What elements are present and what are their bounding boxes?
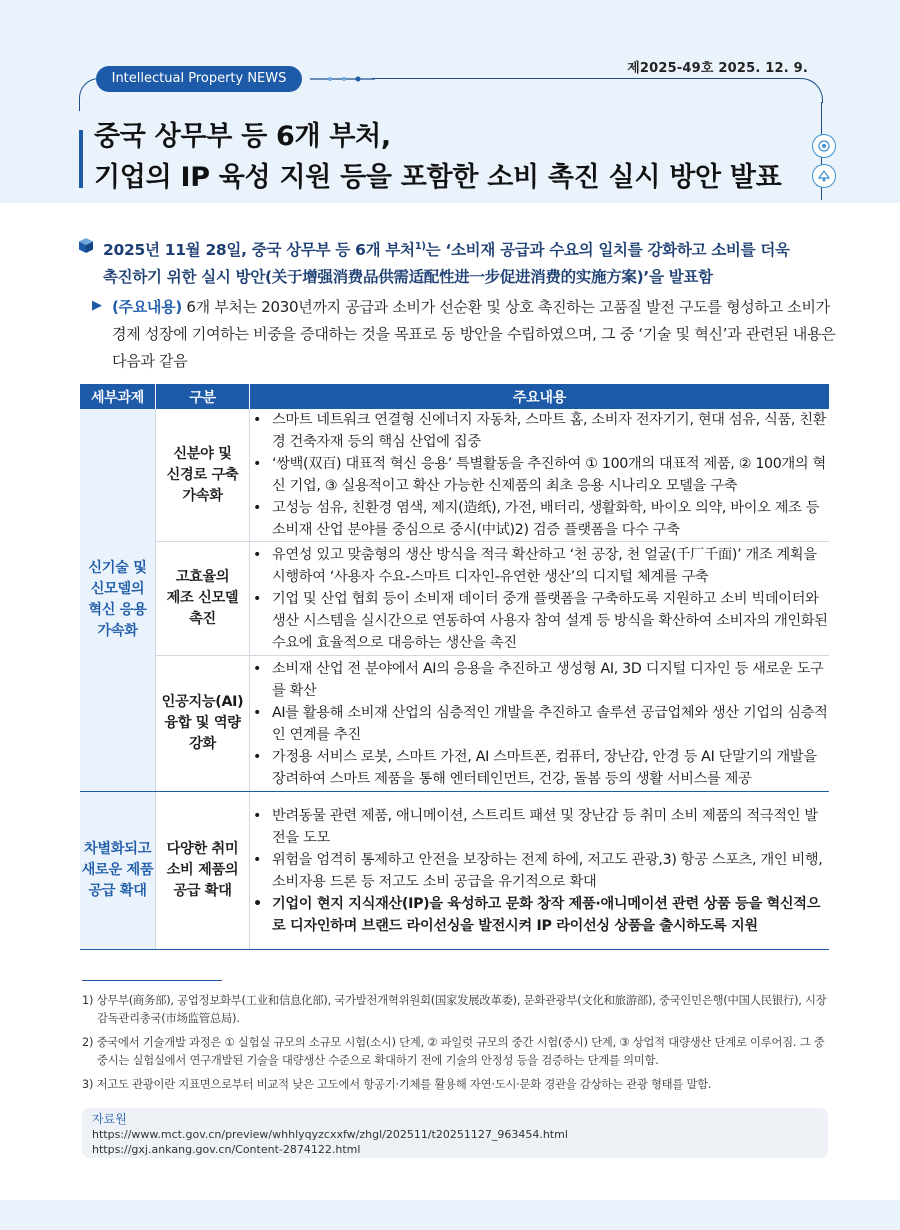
category-line: 소비 제품의 (166, 862, 239, 878)
lead-text (103, 233, 838, 291)
summary-paragraph (92, 294, 837, 375)
category-line: 다양한 취미 (166, 841, 239, 857)
category-line: 융합 및 역량 (164, 715, 241, 731)
task-line: 신모델의 (90, 581, 145, 597)
list-item: • 스마트 네트워크 연결형 신에너지 자동차, 스마트 홈, 소비자 전자기기, 현대 섬유, 식품, 친환경 건축자재 등의 핵심 산업에 집중 (250, 409, 829, 453)
footnote-item: 3) 저고도 관광이란 지표면으로부터 비교적 낮은 고도에서 항공기·기체를 활용해 자연·도시·문화 경관을 감상하는 관광 형태를 말함. (82, 1078, 712, 1091)
category-line: 가속화 (182, 487, 223, 504)
list-item: • 위험을 엄격히 통제하고 안전을 보장하는 전제 하에, 저고도 관광,3) 항공 스포츠, 개인 비행, 소비자용 드론 등 저고도 소비 공급을 유기적으로 확대 (250, 849, 829, 893)
source-box (82, 1108, 828, 1158)
table-row (80, 792, 829, 950)
lead-line-2: 촉진하기 위한 실시 방안(关于增强消费品供需适配性进一步促进消费的实施方案)’을 발표함 (103, 268, 713, 287)
lead-statement (78, 233, 838, 291)
cube-bullet-icon (78, 237, 94, 254)
list-item: • 소비재 산업 전 분야에서 AI의 응용을 추진하고 생성형 AI, 3D 디지털 디자인 등 새로운 도구를 확산 (250, 658, 829, 702)
badge-icon (812, 164, 836, 188)
content-cell (250, 409, 830, 542)
task-line: 가속화 (97, 623, 138, 639)
source-link[interactable]: https://gxj.ankang.gov.cn/Content-2874122.html (92, 1143, 361, 1156)
list-item-emphasis: • 기업이 현지 지식재산(IP)을 육성하고 문화 창작 제품·애니메이션 관련 상품 등을 혁신적으로 디자인하며 브랜드 라이선싱을 발전시켜 IP 라이선싱 상품을 출시하도록 지원 (250, 893, 829, 937)
footnote-divider (82, 980, 222, 981)
decorative-dots-icon (310, 74, 375, 84)
summary-text (112, 294, 837, 375)
newsletter-label: Intellectual Property NEWS (96, 66, 302, 92)
list-item: • 기업 및 산업 협회 등이 소비재 데이터 중개 플랫폼을 구축하도록 지원하고 소비 빅데이터와 생산 시스템을 실시간으로 연동하여 사용자 참여 설계 등 방식을 확산하여 소비자의 개인화된 수요에 효율적으로 대응하는 생산을 촉진 (250, 588, 829, 654)
footnote-item: 2) 중국에서 기술개발 과정은 ① 실험실 규모의 소규모 시험(소시) 단계, ② 파일럿 규모의 중간 시험(중시) 단계, ③ 상업적 대량생산 단계로 이루어짐. 그 중 중시는 실험실에서 연구개발된 기술을 대량생산 수준으로 확대하기 전에 기술의 안정성 등을 검증하는 단계를 의미함. (82, 1036, 825, 1067)
list-item: • 유연성 있고 맞춤형의 생산 방식을 적극 확산하고 ‘천 공장, 천 얼굴(千厂千面)’ 개조 계획을 시행하여 ‘사용자 수요-스마트 디자인-유연한 생산’의 디지털 체계를 구축 (250, 544, 829, 588)
category-line: 신분야 및 (173, 445, 232, 462)
content-list (250, 409, 829, 541)
header-task: 세부과제 (80, 384, 156, 409)
header-content: 주요내용 (250, 384, 830, 409)
table-header-row (80, 384, 829, 409)
category-cell (156, 409, 250, 542)
footnote-ref: 1) (414, 241, 426, 252)
task-line: 혁신 응용 (88, 602, 147, 618)
category-line: 고효율의 (175, 569, 230, 585)
category-line: 강화 (189, 736, 216, 752)
footer-band (0, 1200, 900, 1230)
summary-tag: (주요내용) (112, 298, 182, 316)
category-cell (156, 542, 250, 656)
source-title: 자료원 (92, 1112, 127, 1126)
content-list (250, 658, 829, 790)
title-line-1: 중국 상무부 등 6개 부처, (94, 121, 391, 152)
table-row (80, 656, 829, 792)
category-line: 공급 확대 (173, 883, 232, 899)
category-line: 신경로 구축 (166, 466, 239, 483)
header-category: 구분 (156, 384, 250, 409)
task-cell (80, 409, 156, 792)
content-cell (250, 792, 830, 950)
list-item: • 반려동물 관련 제품, 애니메이션, 스트리트 패션 및 장난감 등 취미 소비 제품의 적극적인 발전을 도모 (250, 805, 829, 849)
lead-line-1-rest: 는 ‘소비재 공급과 수요의 일치를 강화하고 소비를 더욱 (425, 241, 790, 260)
category-line: 제조 신모델 (166, 590, 239, 606)
list-item: • 고성능 섬유, 친환경 염색, 제지(造纸), 가전, 배터리, 생활화학, 바이오 의약, 바이오 제조 등 소비재 산업 분야를 중심으로 중시(中试)2) 검증 플랫폼을 다수 구축 (250, 497, 829, 541)
task-cell (80, 792, 156, 950)
content-list (250, 805, 829, 937)
content-cell (250, 542, 830, 656)
list-item: • AI를 활용해 소비재 산업의 심층적인 개발을 추진하고 솔루션 공급업체와 생산 기업의 심층적인 연계를 추진 (250, 702, 829, 746)
footnotes (82, 992, 832, 1100)
task-line: 차별화되고 (83, 841, 152, 857)
title-accent-bar (79, 130, 83, 188)
list-item: • ‘쌍백(双百) 대표적 혁신 응용’ 특별활동을 추진하여 ① 100개의 대표적 제품, ② 100개의 혁신 기업, ③ 실용적이고 확산 가능한 신제품의 최초 응용 시나리오 모델을 구축 (250, 453, 829, 497)
measures-table (80, 384, 829, 950)
category-cell (156, 656, 250, 792)
lead-line-1: 2025년 11월 28일, 중국 상무부 등 6개 부처 (103, 241, 415, 260)
title-line-2: 기업의 IP 육성 지원 등을 포함한 소비 촉진 실시 방안 발표 (94, 162, 782, 193)
category-line: 인공지능(AI) (161, 694, 244, 710)
task-line: 공급 확대 (88, 883, 147, 899)
category-cell (156, 792, 250, 950)
table-row (80, 409, 829, 542)
footnote-item: 1) 상무부(商务部), 공업정보화부(工业和信息化部), 국가발전개혁위원회(国家发展改革委), 문화관광부(文化和旅游部), 중국인민은행(中国人民银行), 시장감독관리총국(市场监管总局). (82, 994, 827, 1025)
triangle-arrow-icon: ▶ (92, 298, 102, 313)
table-row (80, 542, 829, 656)
badge-icon (812, 134, 836, 158)
issue-number: 제2025-49호 2025. 12. 9. (627, 61, 808, 76)
task-line: 새로운 제품 (81, 862, 154, 878)
frame-top-line (372, 78, 800, 79)
task-line: 신기술 및 (88, 560, 147, 576)
category-line: 촉진 (189, 611, 216, 627)
page-title (94, 116, 781, 198)
summary-body: 6개 부처는 2030년까지 공급과 소비가 선순환 및 상호 촉진하는 고품질 발전 구도를 형성하고 소비가 경제 성장에 기여하는 비중을 증대하는 것을 목표로 동 방안을 수립하였으며, 그 중 ‘기술 및 혁신’과 관련된 내용은 다음과 같음 (112, 298, 836, 370)
list-item: • 가정용 서비스 로봇, 스마트 가전, AI 스마트폰, 컴퓨터, 장난감, 안경 등 AI 단말기의 개발을 장려하여 스마트 제품을 통해 엔터테인먼트, 건강, 돌봄 등의 생활 서비스를 제공 (250, 746, 829, 790)
source-link[interactable]: https://www.mct.gov.cn/preview/whhlyqyzcxxfw/zhgl/202511/t20251127_963454.html (92, 1128, 568, 1141)
content-cell (250, 656, 830, 792)
content-list (250, 544, 829, 654)
